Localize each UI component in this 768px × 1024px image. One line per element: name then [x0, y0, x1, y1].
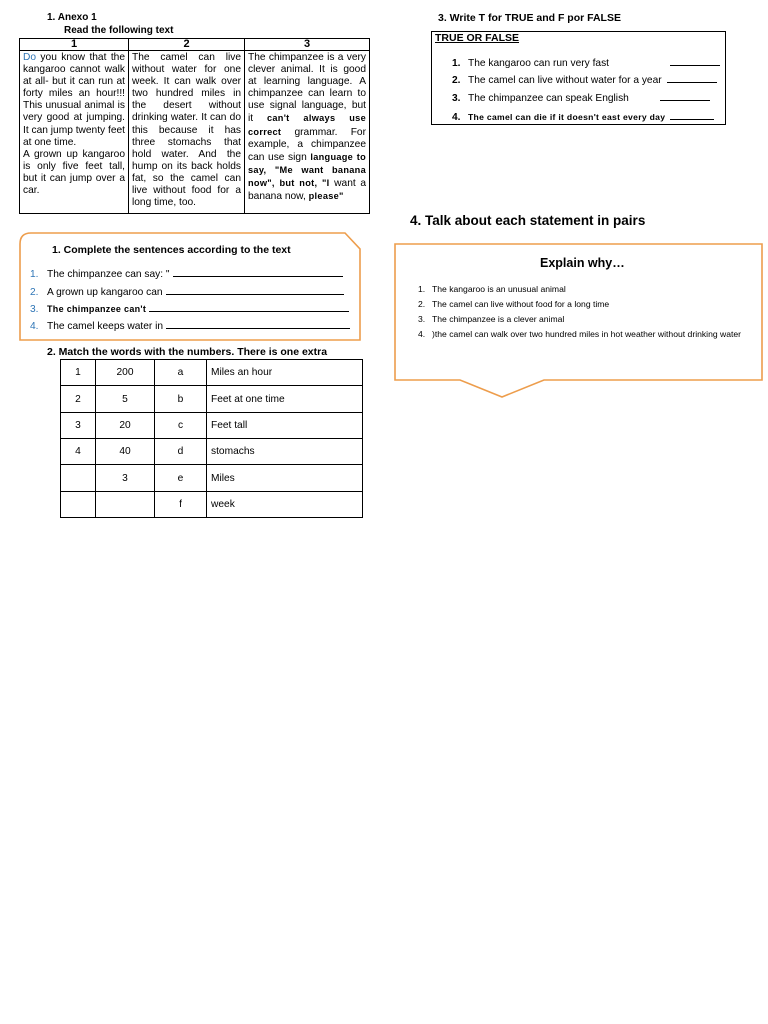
letter-cell: b — [155, 386, 207, 413]
item-text: The camel can die if it doesn't east every day — [468, 112, 666, 122]
item-text: The chimpanzee is a clever animal — [432, 314, 565, 324]
answer-line[interactable] — [166, 284, 344, 295]
item-number: 3. — [30, 304, 39, 315]
explain-item — [418, 284, 566, 294]
chimp-part2: can't always use correct — [248, 113, 366, 137]
match-row — [61, 413, 363, 439]
item-number: 3. — [452, 93, 461, 104]
match-row — [61, 465, 363, 492]
number-cell: 200 — [96, 360, 155, 386]
item-text: The camel can live without food for a long time — [432, 299, 610, 309]
complete-item — [30, 266, 343, 280]
number-cell — [96, 492, 155, 518]
item-text: The camel can live without water for a year — [468, 75, 662, 86]
item-text: The chimpanzee can speak English — [468, 93, 629, 104]
number-index-cell: 1 — [61, 360, 96, 386]
highlighted-word: Do — [23, 52, 37, 63]
item-text: )the camel can walk over two hundred miles in hot weather without drinking water — [432, 329, 742, 339]
item-text: The chimpanzee can say: " — [47, 269, 170, 280]
answer-blank[interactable] — [670, 110, 714, 120]
answer-line[interactable] — [149, 301, 349, 312]
number-cell: 20 — [96, 413, 155, 439]
item-text: The kangaroo is an unusual animal — [432, 284, 566, 294]
item-text: A grown up kangaroo can — [47, 287, 163, 298]
answer-line[interactable] — [173, 266, 343, 277]
letter-cell: f — [155, 492, 207, 518]
letter-cell: e — [155, 465, 207, 492]
word-cell: Miles an hour — [207, 360, 363, 386]
letter-cell: d — [155, 439, 207, 465]
read-instruction: Read the following text — [64, 25, 174, 36]
item-number: 2. — [418, 299, 426, 309]
answer-blank[interactable] — [667, 73, 717, 83]
item-number: 2. — [30, 287, 39, 298]
answer-line[interactable] — [166, 318, 350, 329]
number-index-cell: 4 — [61, 439, 96, 465]
number-index-cell: 2 — [61, 386, 96, 413]
word-cell: stomachs — [207, 439, 363, 465]
talk-title: 4. Talk about each statement in pairs — [410, 213, 646, 228]
reading-table — [19, 38, 370, 214]
kangaroo-text — [20, 51, 129, 214]
chimp-part4: language to say, "Me want banana now", but not, "I — [248, 151, 366, 188]
letter-cell: a — [155, 360, 207, 386]
explain-item — [418, 299, 609, 309]
item-number: 4. — [452, 112, 461, 123]
number-index-cell: 3 — [61, 413, 96, 439]
kangaroo-text-body: you know that the kangaroo cannot walk at all- but it can run at forty miles an hour!!! This unusual animal is very good at jumping. It can jump twenty feet at one time. — [23, 52, 125, 148]
match-row — [61, 492, 363, 518]
item-number: 1. — [418, 284, 426, 294]
column-header: 2 — [129, 39, 245, 51]
annex-heading: 1. Anexo 1 — [47, 12, 97, 23]
answer-blank[interactable] — [670, 56, 720, 66]
chimp-part1: The chimpanzee is a very clever animal. It is good at learning language. A chimpanzee can learn to use signal language, but it — [248, 52, 366, 125]
explain-title: Explain why… — [540, 256, 625, 270]
truefalse-heading: TRUE OR FALSE — [435, 32, 520, 44]
complete-title: 1. Complete the sentences according to the text — [52, 244, 291, 256]
number-index-cell — [61, 492, 96, 518]
truefalse-item — [452, 91, 710, 104]
item-text: The chimpanzee can't — [47, 304, 147, 314]
item-number: 1. — [452, 58, 461, 69]
chimp-part6: please" — [308, 191, 344, 202]
number-cell: 3 — [96, 465, 155, 492]
number-cell: 5 — [96, 386, 155, 413]
match-row — [61, 439, 363, 465]
answer-blank[interactable] — [660, 91, 710, 101]
item-number: 2. — [452, 75, 461, 86]
word-cell: week — [207, 492, 363, 518]
number-index-cell — [61, 465, 96, 492]
word-cell: Feet tall — [207, 413, 363, 439]
explain-item — [418, 329, 741, 339]
word-cell: Miles — [207, 465, 363, 492]
item-text: The kangaroo can run very fast — [468, 58, 610, 69]
match-row — [61, 386, 363, 413]
kangaroo-text-para2: A grown up kangaroo is only five feet tall, but it can jump over a car. — [23, 148, 125, 197]
match-title: 2. Match the words with the numbers. There is one extra — [47, 346, 328, 358]
column-header: 1 — [20, 39, 129, 51]
complete-item — [30, 301, 349, 315]
word-cell: Feet at one time — [207, 386, 363, 413]
truefalse-item — [452, 110, 714, 123]
column-header: 3 — [245, 39, 370, 51]
chimpanzee-text — [245, 51, 370, 214]
item-number: 4. — [30, 321, 39, 332]
truefalse-item — [452, 73, 717, 86]
match-row — [61, 360, 363, 386]
letter-cell: c — [155, 413, 207, 439]
item-number: 1. — [30, 269, 39, 280]
item-number: 3. — [418, 314, 426, 324]
match-table — [60, 359, 363, 518]
chimp-part5: want a banana now, — [248, 177, 366, 203]
item-text: The camel keeps water in — [47, 321, 164, 332]
explain-item — [418, 314, 564, 324]
complete-item — [30, 318, 350, 332]
item-number: 4. — [418, 329, 426, 339]
truefalse-title: 3. Write T for TRUE and F por FALSE — [438, 12, 621, 24]
chimp-part3: grammar. For example, a chimpanzee can use sign — [248, 126, 366, 163]
number-cell: 40 — [96, 439, 155, 465]
truefalse-item — [452, 56, 720, 69]
camel-text: The camel can live without water for one week. It can walk over two hundred miles in the desert without drinking water. It can do this because it has three stomachs that hold water. And the hump on its back holds fat, so the camel can live without food for a long time, too. — [129, 51, 245, 214]
complete-item — [30, 284, 344, 298]
